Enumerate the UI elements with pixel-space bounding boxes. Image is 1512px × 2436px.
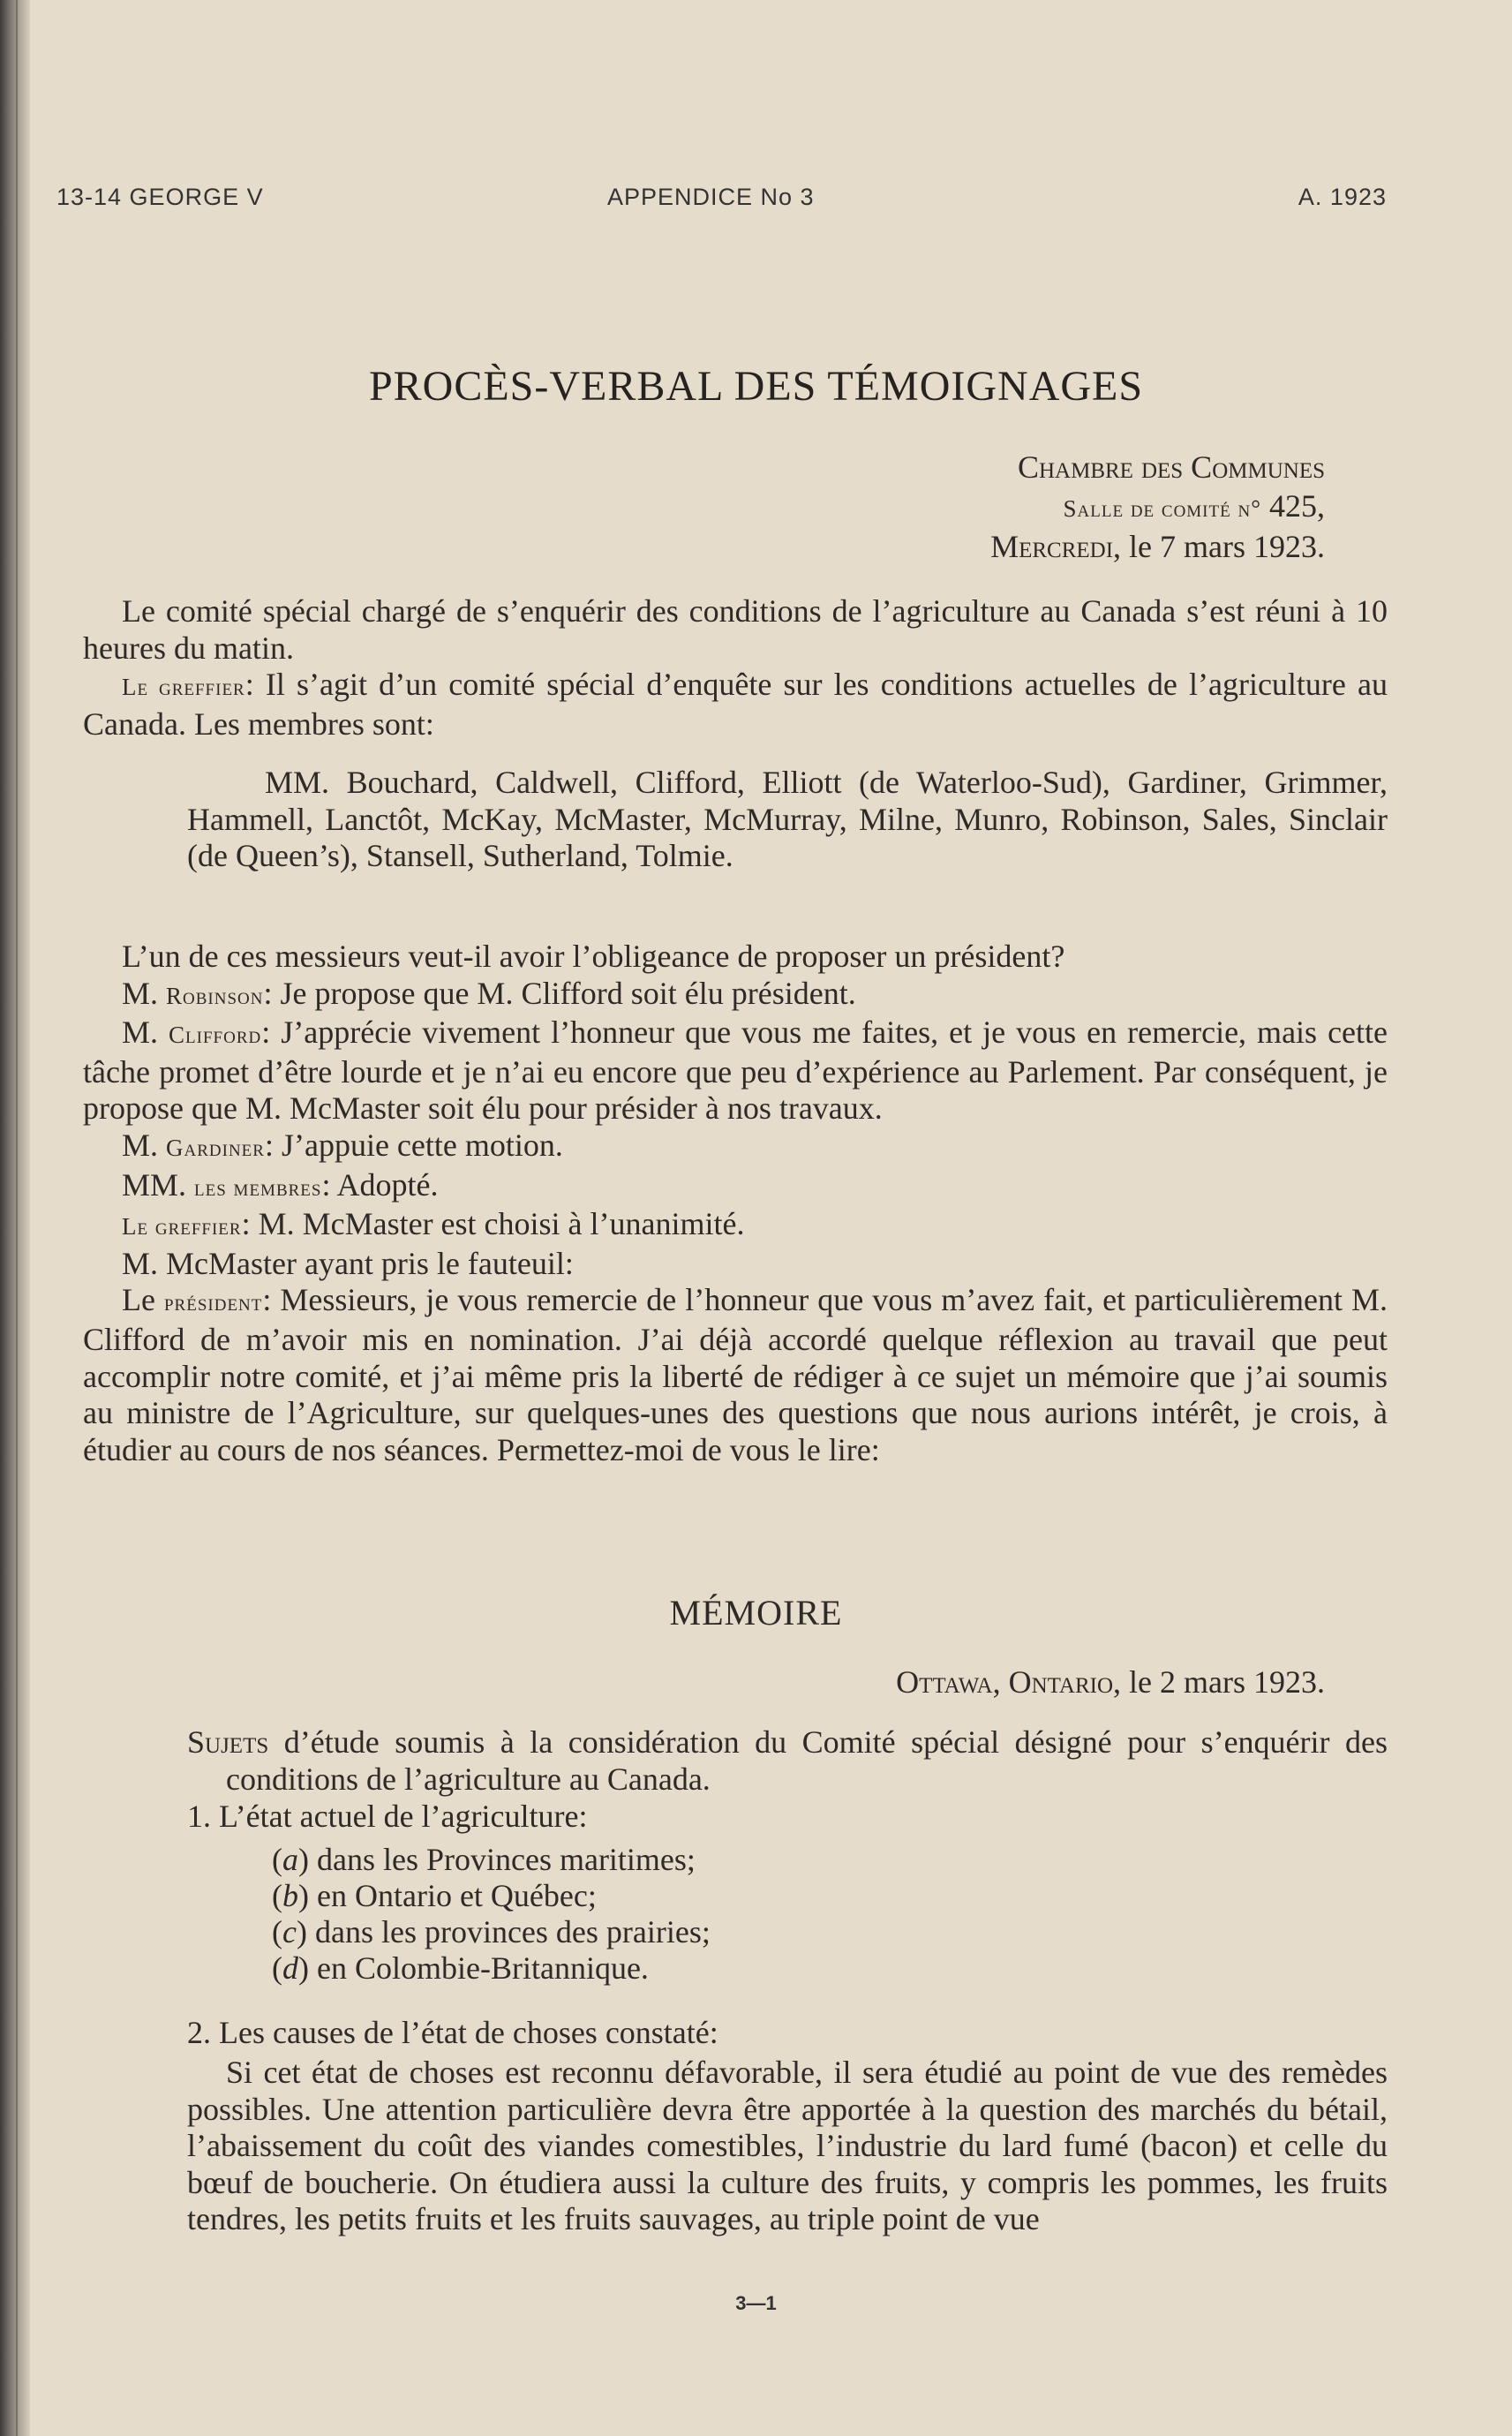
robinson-paragraph bbox=[83, 976, 1388, 1015]
dateline-chamber-text: Chambre des Communes bbox=[1017, 449, 1325, 485]
fauteuil-paragraph: M. McMaster ayant pris le fauteuil: bbox=[122, 1245, 574, 1281]
page-title: PROCÈS-VERBAL DES TÉMOIGNAGES bbox=[368, 363, 1144, 410]
greffier-text-1: : Il s’agit d’un comité spécial d’enquête sur les conditions actuelles de l’agriculture au Canada. Les membres sont: bbox=[83, 667, 1388, 742]
running-header-right: A. 1923 bbox=[1298, 184, 1387, 210]
subitem-letter: c bbox=[282, 1914, 297, 1950]
memo-subjects-lead: Sujets bbox=[187, 1724, 269, 1760]
membres-paragraph bbox=[83, 1167, 1388, 1207]
memo-subitem: (d) en Colombie-Britannique. bbox=[272, 1950, 649, 1986]
subitem-text: en Colombie-Britannique. bbox=[317, 1950, 649, 1986]
speaker-clifford: Clifford bbox=[169, 1022, 262, 1049]
subitem-letter: d bbox=[282, 1950, 298, 1986]
memo-item-2: 2. Les causes de l’état de choses constaté: bbox=[187, 2015, 718, 2050]
dateline-room-number: 425, bbox=[1269, 488, 1325, 524]
memo-date: le 2 mars 1923. bbox=[1129, 1664, 1325, 1700]
subitem-text: dans les provinces des prairies; bbox=[314, 1914, 711, 1950]
subitem-text: en Ontario et Québec; bbox=[317, 1878, 597, 1913]
running-header-left: 13-14 GEORGE V bbox=[56, 184, 264, 210]
greffier-paragraph-1 bbox=[83, 667, 1388, 743]
gardiner-paragraph bbox=[83, 1127, 1388, 1167]
clifford-paragraph bbox=[83, 1014, 1388, 1127]
speaker-president: président bbox=[163, 1289, 263, 1316]
president-paragraph bbox=[83, 1282, 1388, 1468]
memo-subjects bbox=[187, 1724, 1388, 1798]
memo-subitem: (a) dans les Provinces maritimes; bbox=[272, 1842, 696, 1877]
speaker-robinson: Robinson bbox=[166, 982, 264, 1009]
clifford-prefix: M. bbox=[122, 1014, 159, 1051]
subitem-text: dans les Provinces maritimes; bbox=[317, 1842, 696, 1877]
question-paragraph: L’un de ces messieurs veut-il avoir l’obligeance de proposer un président? bbox=[122, 939, 1065, 974]
dateline-room-label: Salle de comité n° bbox=[1063, 495, 1261, 522]
memo-place: Ottawa, Ontario, bbox=[896, 1664, 1122, 1700]
memo-subjects-paragraph bbox=[187, 1724, 1388, 1798]
greffier-paragraph-2 bbox=[83, 1206, 1388, 1246]
memo-item-2-body bbox=[187, 2055, 1388, 2238]
memo-item-2-text: Si cet état de choses est reconnu défavorable, il sera étudié au point de vue des remèdes possibles. Une attention particulière devra être apportée à la question des marchés du bétail, l’abaissement du coût des viandes comestibles, l’industrie du lard fumé (bacon) et celle du bœuf de boucherie. On étudiera aussi la culture des fruits, y compris les pommes, les fruits tendres, les petits fruits et les fruits sauvages, au triple point de vue bbox=[187, 2055, 1388, 2237]
proceedings-part-2 bbox=[83, 939, 1388, 1468]
subitem-letter: a bbox=[282, 1842, 298, 1877]
gardiner-text: : J’appuie cette motion. bbox=[264, 1127, 563, 1163]
dateline-date-text: le 7 mars 1923. bbox=[1129, 529, 1325, 564]
speaker-greffier: Le greffier bbox=[122, 674, 245, 701]
memo-subitem: (c) dans les provinces des prairies; bbox=[272, 1914, 711, 1950]
president-prefix: Le bbox=[122, 1282, 155, 1318]
president-text: : Messieurs, je vous remercie de l’honneur que vous m’avez fait, et particulièrement M. Clifford de m’avoir mis en nomination. J’ai déjà accordé quelque réflexion au travail que peut accomplir notre comité, et j’ai même pris la liberté de rédiger à ce sujet un mémoire que j’ai soumis au ministre de l’Agriculture, sur quelques-unes des questions que nous aurions intérêt, je crois, à étudier au cours de nos séances. Permettez-moi de vous le lire: bbox=[83, 1282, 1388, 1467]
intro-paragraph: Le comité spécial chargé de s’enquérir des conditions de l’agriculture au Canada s’est réuni à 10 heures du matin. bbox=[83, 593, 1388, 666]
clifford-text: : J’apprécie vivement l’honneur que vous me faites, et je vous en remercie, mais cette tâche promet d’être lourde et je n’ai eu encore que peu d’expérience au Parlement. Par conséquent, je propose que M. McMaster soit élu pour présider à nos travaux. bbox=[83, 1014, 1388, 1127]
dateline-room bbox=[1064, 487, 1325, 524]
speaker-greffier-2: Le greffier bbox=[122, 1213, 242, 1241]
memo-title: MÉMOIRE bbox=[669, 1593, 843, 1633]
memo-subitem: (b) en Ontario et Québec; bbox=[272, 1878, 597, 1913]
greffier-text-2: : M. McMaster est choisi à l’unanimité. bbox=[241, 1206, 745, 1242]
proceedings-part-1 bbox=[83, 593, 1388, 743]
dateline-chamber bbox=[1018, 449, 1325, 486]
gardiner-prefix: M. bbox=[122, 1127, 159, 1163]
dateline-day: Mercredi, bbox=[990, 529, 1122, 564]
robinson-text: : Je propose que M. Clifford soit élu président. bbox=[263, 975, 856, 1011]
speaker-gardiner: Gardiner bbox=[166, 1134, 265, 1161]
memo-dateline bbox=[896, 1663, 1325, 1701]
membres-text: : Adopté. bbox=[321, 1166, 439, 1203]
page-folio: 3—1 bbox=[735, 2292, 777, 2314]
membres-prefix: MM. bbox=[122, 1166, 187, 1203]
memo-subjects-text: d’étude soumis à la considération du Comité spécial désigné pour s’enquérir des conditions de l’agriculture au Canada. bbox=[226, 1724, 1388, 1797]
dateline-date bbox=[990, 528, 1325, 565]
subitem-letter: b bbox=[282, 1878, 298, 1913]
speaker-membres: les membres bbox=[194, 1173, 322, 1201]
members-text: MM. Bouchard, Caldwell, Clifford, Elliott (de Waterloo-Sud), Gardiner, Grimmer, Hammell, Lanctôt, McKay, McMaster, McMurray, Milne, Munro, Robinson, Sales, Sinclair (de Queen’s), Stansell, Sutherland, Tolmie. bbox=[187, 765, 1388, 874]
memo-item-1: 1. L’état actuel de l’agriculture: bbox=[187, 1799, 588, 1834]
members-list bbox=[187, 765, 1388, 875]
running-header-center: APPENDICE No 3 bbox=[607, 184, 815, 210]
robinson-prefix: M. bbox=[122, 975, 159, 1011]
